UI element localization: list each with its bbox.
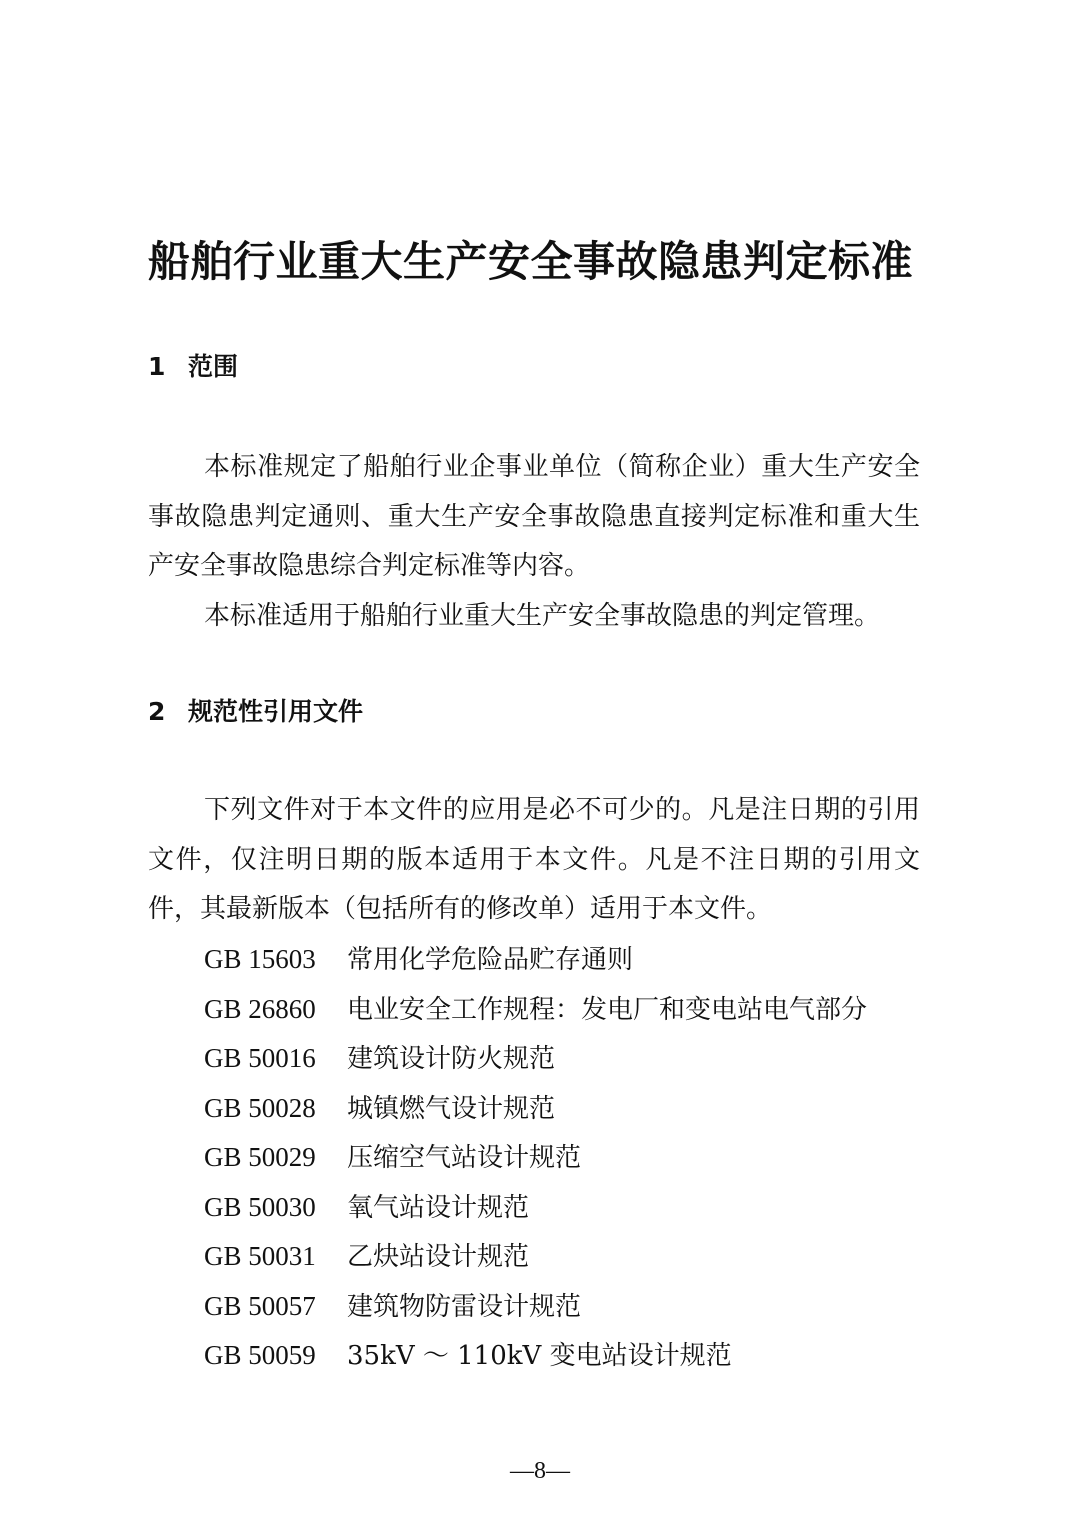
reference-item: [204, 1331, 867, 1381]
reference-code: GB 50029: [204, 1142, 316, 1172]
section-2-heading: [148, 692, 363, 732]
reference-code: GB 50059: [204, 1340, 316, 1370]
section-1-number: 1: [148, 352, 166, 381]
reference-item: [204, 985, 867, 1035]
reference-code: GB 15603: [204, 944, 316, 974]
section-1-paragraph-scope: 本标准规定了船舶行业企事业单位（简称企业）重大生产安全事故隐患判定通则、重大生产安全事故隐患直接判定标准和重大生产安全事故隐患综合判定标准等内容。: [148, 452, 920, 581]
section-2-intro-paragraph: 下列文件对于本文件的应用是必不可少的。凡是注日期的引用文件，仅注明日期的版本适用于本文件。凡是不注日期的引用文件，其最新版本（包括所有的修改单）适用于本文件。: [148, 795, 920, 924]
section-1-title: 范围: [188, 352, 239, 381]
reference-code: GB 50030: [204, 1191, 316, 1222]
section-2-number: 2: [148, 697, 166, 726]
reference-code: GB 50028: [204, 1092, 316, 1123]
reference-item: [204, 1084, 867, 1134]
reference-name: 35kV ～ 110kV 变电站设计规范: [347, 1341, 732, 1371]
reference-code: GB 26860: [204, 993, 316, 1024]
section-1-paragraph-applicability: 本标准适用于船舶行业重大生产安全事故隐患的判定管理。: [204, 601, 881, 631]
reference-code: GB 50016: [204, 1043, 316, 1073]
section-2-title: 规范性引用文件: [188, 697, 364, 726]
page-number: —8—: [510, 1458, 570, 1484]
reference-item: [204, 1034, 867, 1084]
document-title: 船舶行业重大生产安全事故隐患判定标准: [148, 237, 914, 286]
reference-name: 氧气站设计规范: [347, 1192, 530, 1223]
reference-name: 压缩空气站设计规范: [347, 1143, 582, 1173]
normative-references-list: [204, 935, 867, 1381]
reference-name: 建筑设计防火规范: [347, 1044, 556, 1074]
reference-item: [204, 1232, 867, 1282]
reference-name: 常用化学危险品贮存通则: [347, 945, 634, 975]
reference-name: 乙炔站设计规范: [347, 1242, 530, 1272]
reference-name: 电业安全工作规程：发电厂和变电站电气部分: [347, 994, 868, 1025]
reference-name: 建筑物防雷设计规范: [347, 1291, 582, 1322]
reference-item: [204, 935, 867, 985]
reference-code: GB 50057: [204, 1290, 316, 1321]
reference-item: [204, 1133, 867, 1183]
reference-code: GB 50031: [204, 1241, 316, 1271]
reference-item: [204, 1183, 867, 1233]
reference-item: [204, 1282, 867, 1332]
reference-name: 城镇燃气设计规范: [347, 1093, 556, 1124]
section-1-heading: [148, 347, 238, 387]
